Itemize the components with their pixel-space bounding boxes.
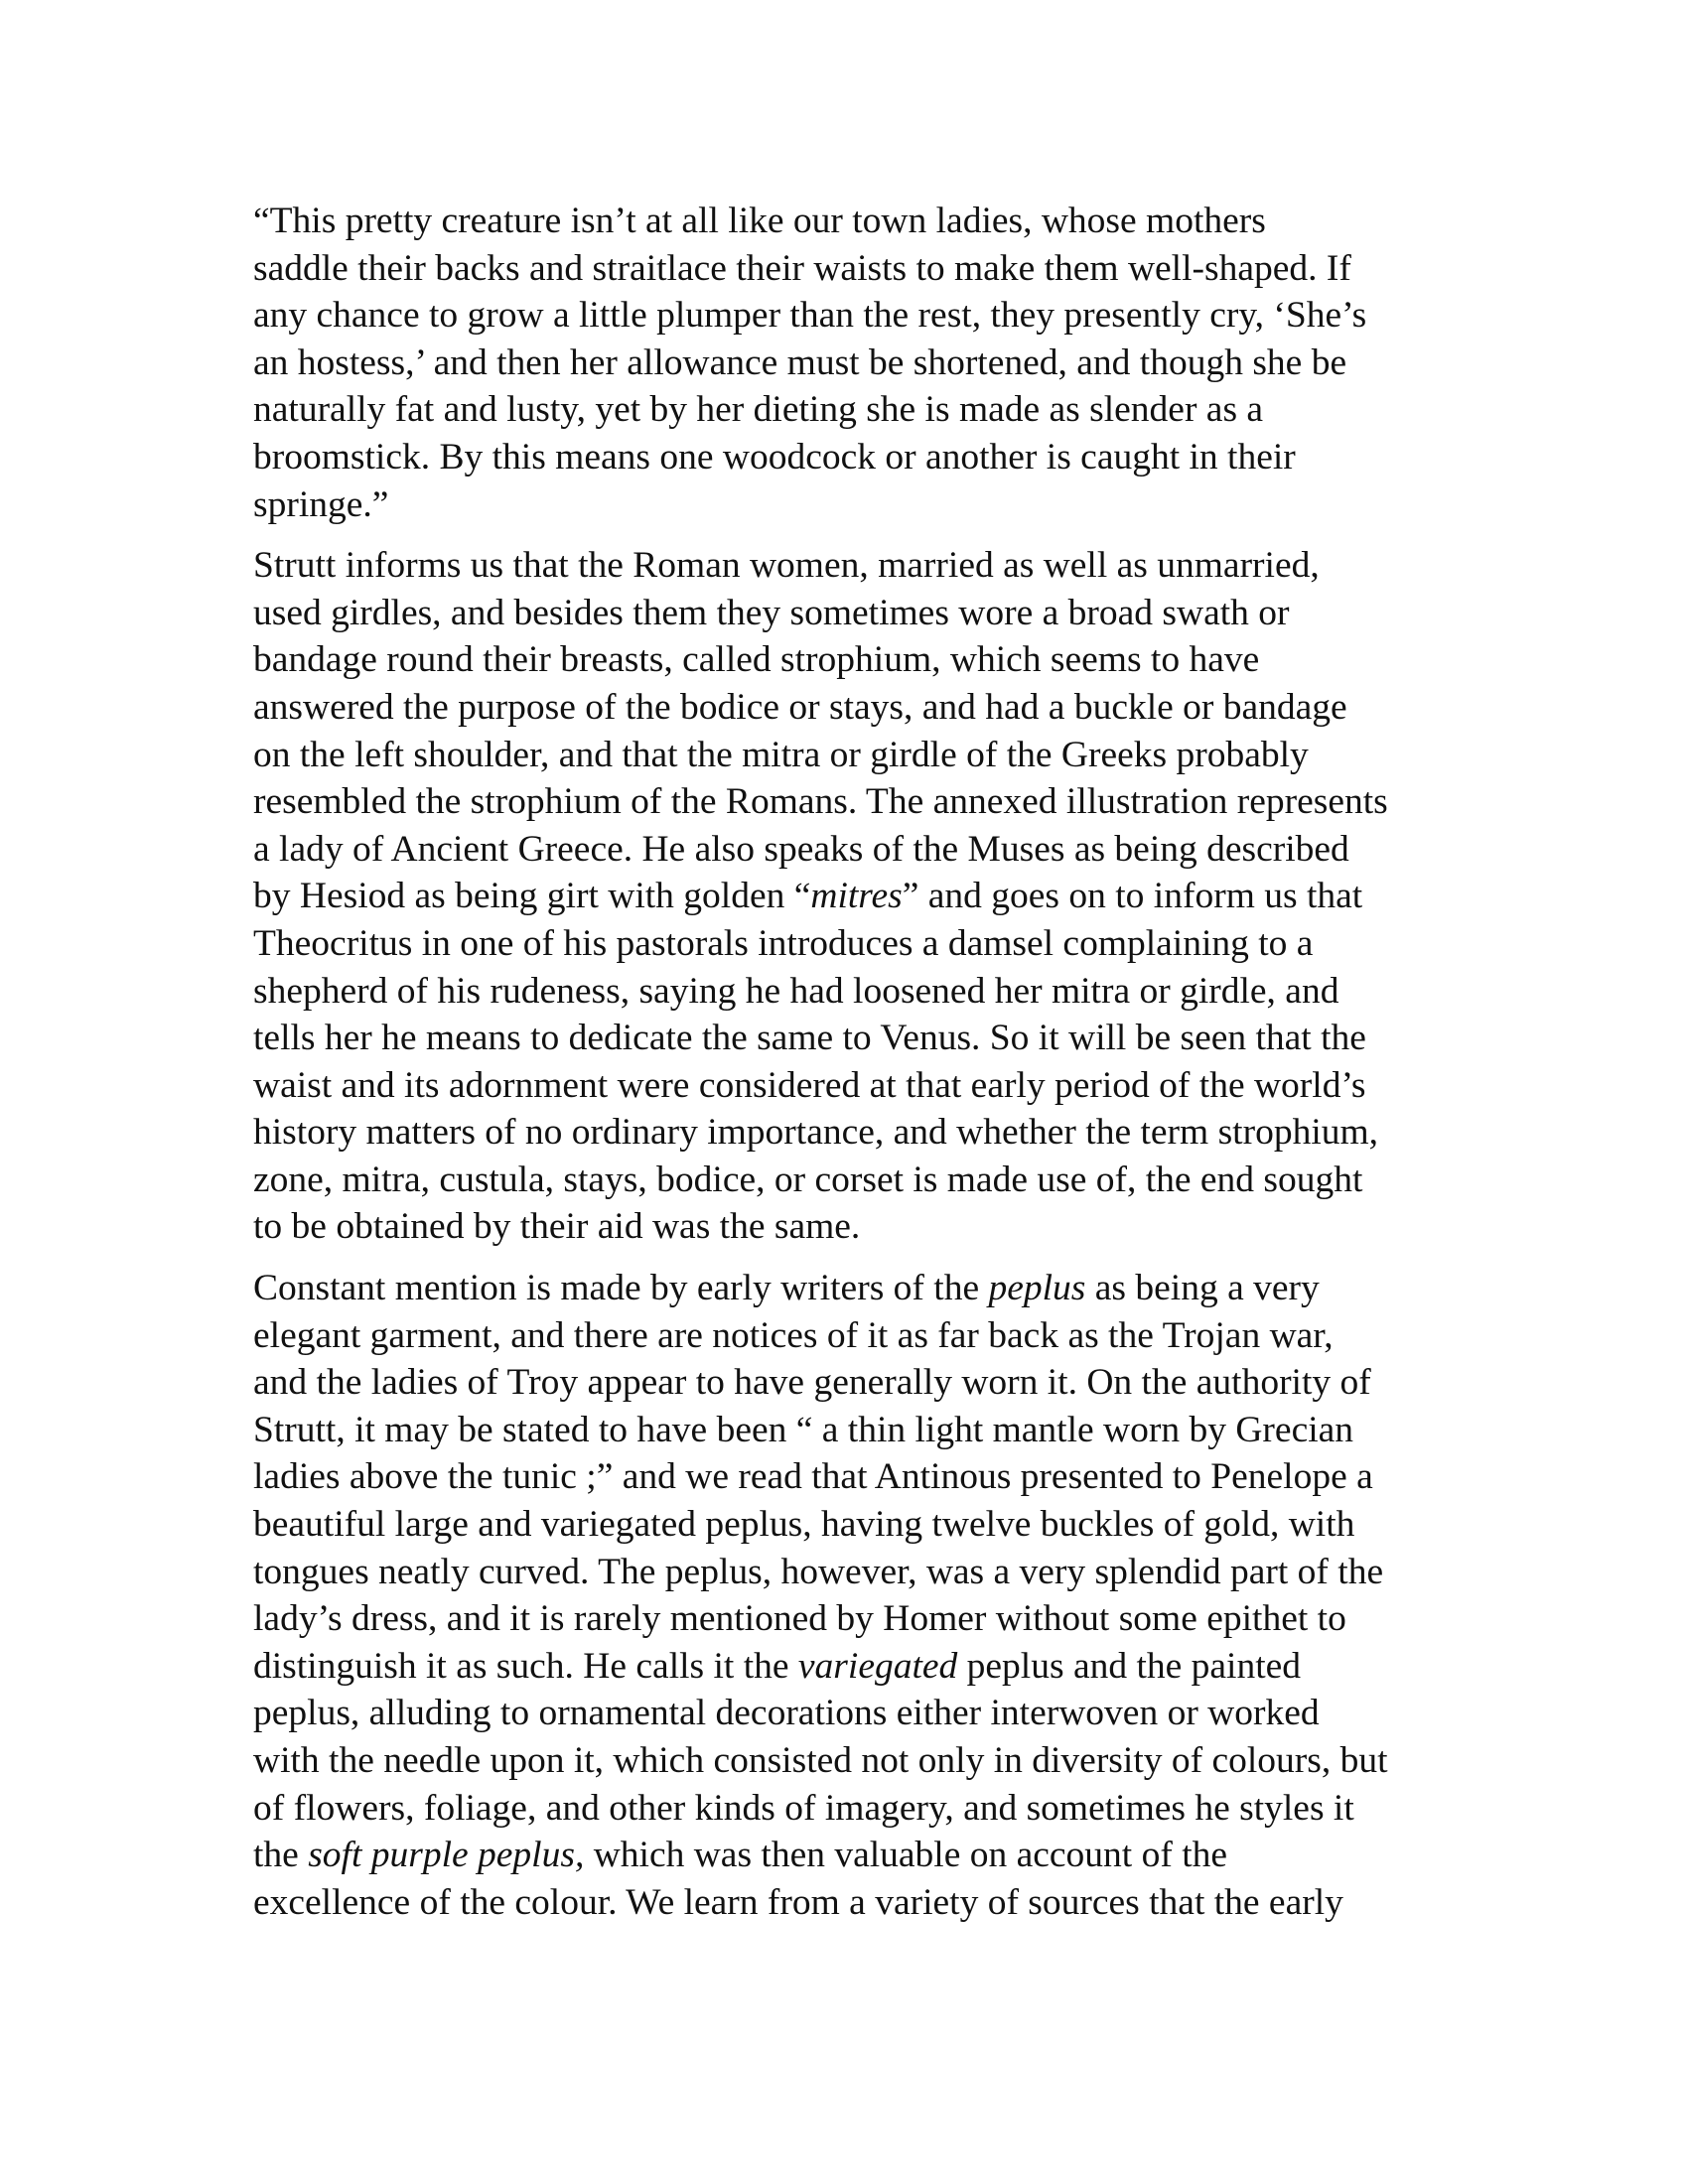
paragraph bbox=[211, 542, 1512, 1251]
text-line bbox=[211, 1595, 1512, 1643]
text-line bbox=[211, 1879, 1512, 1927]
text-segment: answered the purpose of the bodice or stays, and had a buckle or bandage bbox=[253, 686, 1347, 728]
text-line bbox=[211, 1737, 1512, 1785]
paragraph bbox=[211, 1265, 1512, 1926]
text-segment: beautiful large and variegated peplus, having twelve buckles of gold, with bbox=[253, 1504, 1355, 1546]
text-line bbox=[211, 1549, 1512, 1596]
text-segment: tells her he means to dedicate the same to Venus. So it will be seen that the bbox=[253, 1018, 1366, 1059]
text-segment: the bbox=[253, 1835, 309, 1876]
text-segment: as being a very bbox=[1085, 1268, 1320, 1309]
text-segment: ” and goes on to inform us that bbox=[902, 876, 1363, 917]
text-line bbox=[211, 1832, 1512, 1879]
text-segment: excellence of the colour. We learn from a variety of sources that the early bbox=[253, 1881, 1343, 1923]
text-line bbox=[211, 1453, 1512, 1501]
text-line bbox=[211, 481, 1512, 529]
text-line bbox=[211, 968, 1512, 1016]
text-segment: resembled the strophium of the Romans. The annexed illustration represents bbox=[253, 781, 1388, 823]
text-line bbox=[211, 826, 1512, 874]
text-segment: used girdles, and besides them they sometimes wore a broad swath or bbox=[253, 592, 1290, 633]
text-segment: springe.” bbox=[253, 483, 389, 525]
text-segment: a lady of Ancient Greece. He also speaks of the Muses as being described bbox=[253, 828, 1349, 870]
text-line bbox=[211, 778, 1512, 826]
text-segment: history matters of no ordinary importance, and whether the term strophium, bbox=[253, 1112, 1379, 1154]
italic-text: peplus bbox=[988, 1268, 1086, 1309]
text-segment: elegant garment, and there are notices of it as far back as the Trojan war, bbox=[253, 1314, 1334, 1356]
text-line bbox=[211, 198, 1512, 245]
text-segment: Strutt, it may be stated to have been “ a thin light mantle worn by Grecian bbox=[253, 1409, 1354, 1450]
text-segment: peplus, alluding to ornamental decorations either interwoven or worked bbox=[253, 1693, 1320, 1734]
text-segment: ladies above the tunic ;” and we read that Antinous presented to Penelope a bbox=[253, 1456, 1373, 1498]
italic-text: variegated bbox=[797, 1645, 958, 1687]
text-segment: and the ladies of Troy appear to have generally worn it. On the authority of bbox=[253, 1362, 1371, 1404]
text-line bbox=[211, 434, 1512, 481]
text-segment: peplus and the painted bbox=[957, 1645, 1302, 1687]
text-line bbox=[211, 1690, 1512, 1737]
text-segment: to be obtained by their aid was the same. bbox=[253, 1206, 861, 1248]
text-line bbox=[211, 292, 1512, 340]
text-segment: an hostess,’ and then her allowance must be shortened, and though she be bbox=[253, 341, 1347, 383]
text-segment: on the left shoulder, and that the mitra or girdle of the Greeks probably bbox=[253, 734, 1309, 775]
text-line bbox=[211, 1312, 1512, 1360]
text-line bbox=[211, 1359, 1512, 1407]
text-line bbox=[211, 636, 1512, 684]
text-segment: saddle their backs and straitlace their waists to make them well-shaped. If bbox=[253, 247, 1351, 289]
text-line bbox=[211, 684, 1512, 732]
text-segment: tongues neatly curved. The peplus, however, was a very splendid part of the bbox=[253, 1551, 1384, 1592]
text-line bbox=[211, 1203, 1512, 1251]
text-segment: Constant mention is made by early writers of the bbox=[253, 1268, 989, 1309]
text-line bbox=[211, 340, 1512, 387]
text-segment: “This pretty creature isn’t at all like our town ladies, whose mothers bbox=[253, 201, 1266, 241]
body-text bbox=[211, 198, 1512, 1926]
text-line bbox=[211, 1109, 1512, 1157]
italic-text: soft purple peplus, bbox=[308, 1835, 585, 1876]
text-line bbox=[211, 1785, 1512, 1833]
text-segment: any chance to grow a little plumper than the rest, they presently cry, ‘She’s bbox=[253, 295, 1367, 337]
text-segment: zone, mitra, custula, stays, bodice, or corset is made use of, the end sought bbox=[253, 1159, 1363, 1200]
text-line bbox=[211, 245, 1512, 293]
text-segment: Strutt informs us that the Roman women, married as well as unmarried, bbox=[253, 545, 1320, 587]
text-line bbox=[211, 873, 1512, 920]
text-line bbox=[211, 1157, 1512, 1204]
text-line bbox=[211, 1015, 1512, 1062]
text-line bbox=[211, 1062, 1512, 1110]
paragraph bbox=[211, 198, 1512, 528]
text-segment: Theocritus in one of his pastorals introduces a damsel complaining to a bbox=[253, 922, 1314, 964]
text-line bbox=[211, 542, 1512, 590]
text-segment: shepherd of his rudeness, saying he had loosened her mitra or girdle, and bbox=[253, 970, 1339, 1012]
text-segment: lady’s dress, and it is rarely mentioned by Homer without some epithet to bbox=[253, 1598, 1346, 1640]
text-segment: bandage round their breasts, called strophium, which seems to have bbox=[253, 639, 1260, 681]
text-line bbox=[211, 1643, 1512, 1691]
italic-text: mitres bbox=[810, 876, 903, 917]
text-segment: broomstick. By this means one woodcock or another is caught in their bbox=[253, 436, 1296, 478]
text-segment: with the needle upon it, which consisted not only in diversity of colours, but bbox=[253, 1740, 1388, 1781]
text-line bbox=[211, 1407, 1512, 1454]
text-line bbox=[211, 386, 1512, 434]
text-segment: waist and its adornment were considered at that early period of the world’s bbox=[253, 1064, 1366, 1106]
text-line bbox=[211, 1265, 1512, 1312]
text-line bbox=[211, 590, 1512, 637]
text-segment: distinguish it as such. He calls it the bbox=[253, 1645, 798, 1687]
text-line bbox=[211, 732, 1512, 779]
text-segment: by Hesiod as being girt with golden “ bbox=[253, 876, 811, 917]
text-segment: which was then valuable on account of the bbox=[584, 1835, 1228, 1876]
text-line bbox=[211, 920, 1512, 968]
text-segment: of flowers, foliage, and other kinds of imagery, and sometimes he styles it bbox=[253, 1787, 1354, 1829]
text-line bbox=[211, 1501, 1512, 1549]
text-segment: naturally fat and lusty, yet by her dieting she is made as slender as a bbox=[253, 389, 1264, 431]
